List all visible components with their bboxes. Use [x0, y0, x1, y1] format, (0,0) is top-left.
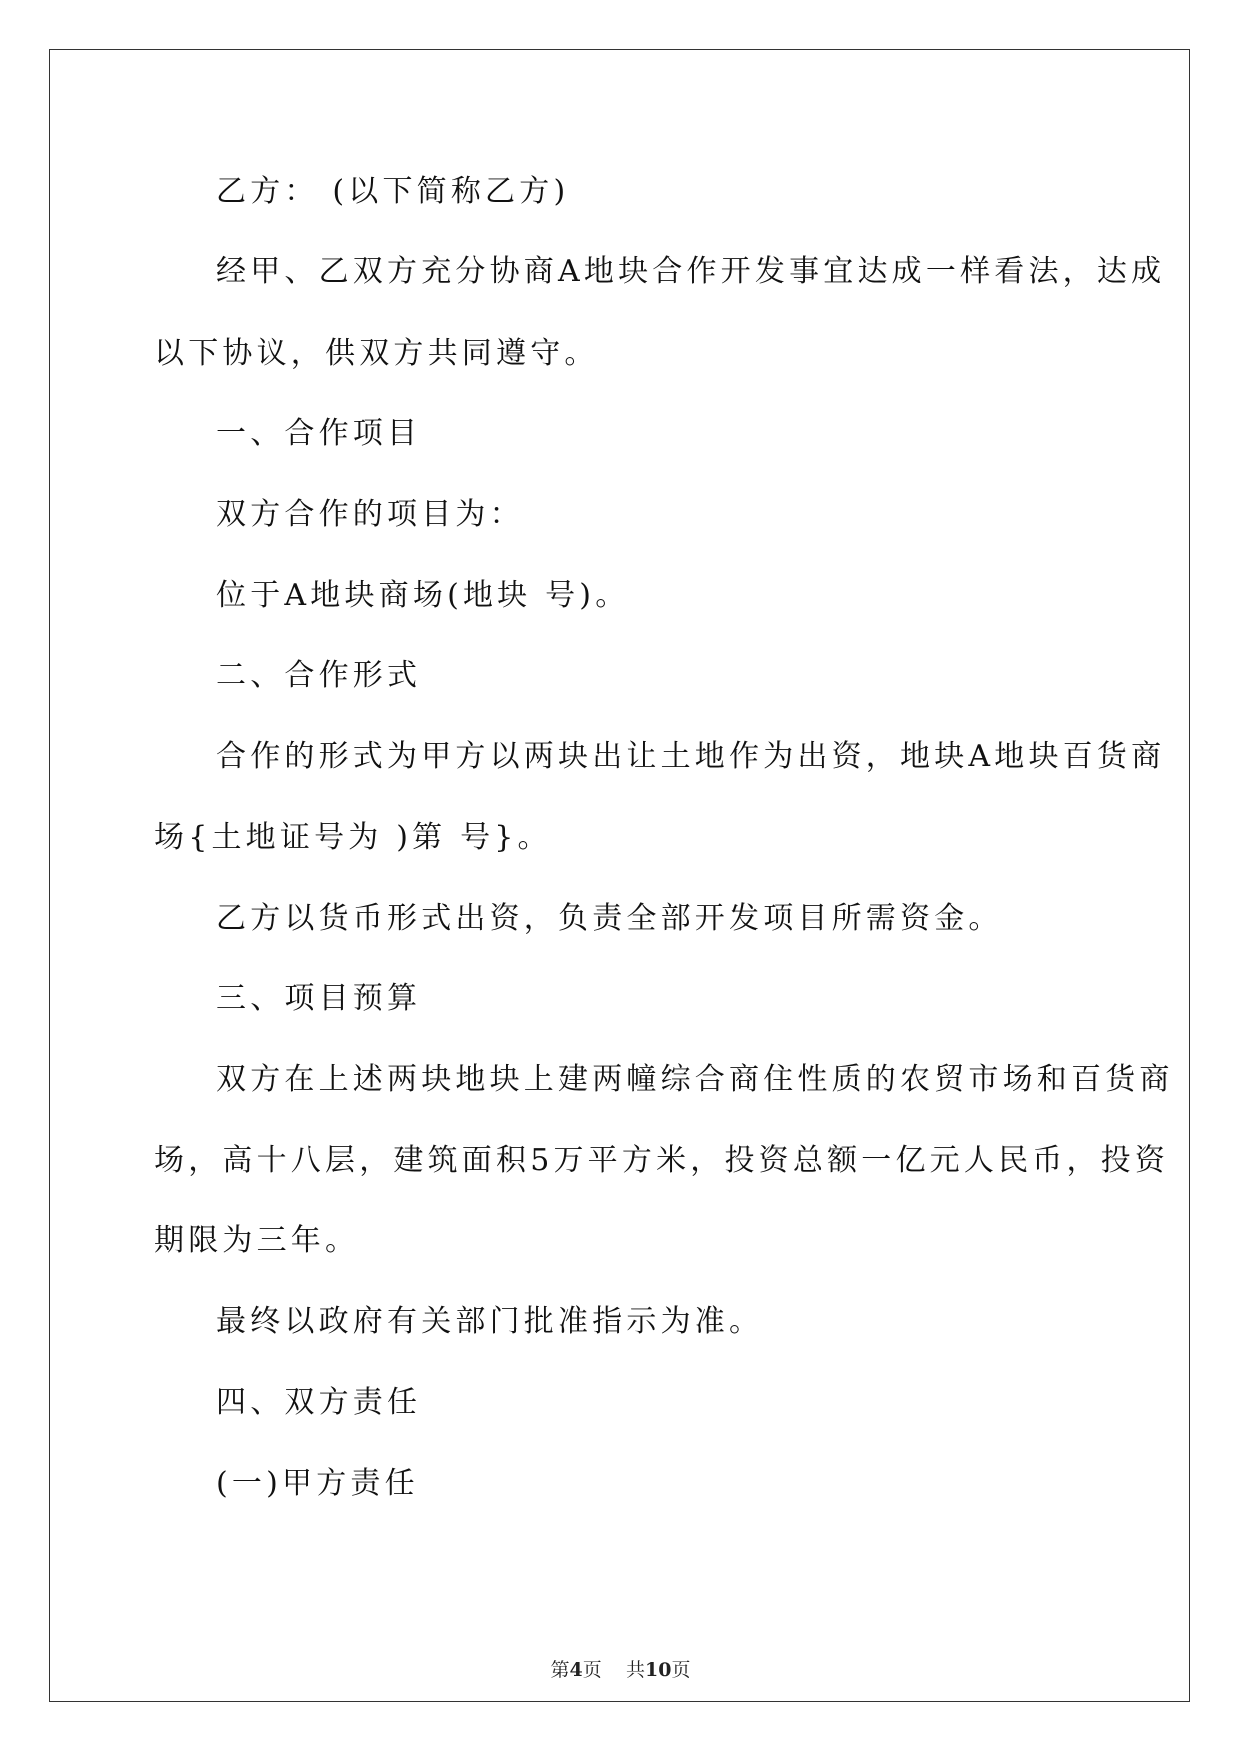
total-pages: 10 — [644, 1659, 672, 1681]
section-heading: 三、项目预算 — [216, 981, 422, 1016]
paragraph-line: 乙方以货币形式出资，负责全部开发项目所需资金。 — [216, 901, 1003, 936]
page-footer — [0, 1658, 1241, 1682]
paragraph-line: 经甲、乙双方充分协商A地块合作开发事宜达成一样看法，达成 — [216, 254, 1166, 289]
paragraph-line: 双方合作的项目为： — [216, 497, 524, 532]
page-suffix: 页 — [582, 1659, 602, 1681]
paragraph-line: 合作的形式为甲方以两块出让土地作为出资，地块A地块百货商 — [216, 739, 1166, 774]
paragraph-line: 期限为三年。 — [154, 1223, 360, 1258]
paragraph-line: 最终以政府有关部门批准指示为准。 — [216, 1304, 764, 1339]
paragraph-line: 以下协议，供双方共同遵守。 — [154, 336, 599, 371]
section-heading: 四、双方责任 — [216, 1385, 422, 1420]
paragraph-line: 双方在上述两块地块上建两幢综合商住性质的农贸市场和百货商 — [216, 1062, 1174, 1097]
subsection-heading: (一)甲方责任 — [216, 1466, 419, 1501]
total-prefix: 共 — [625, 1659, 645, 1681]
paragraph-line: 场{土地证号为 )第 号}。 — [154, 820, 552, 855]
paragraph-line: 场，高十八层，建筑面积5万平方米，投资总额一亿元人民币，投资 — [154, 1143, 1170, 1178]
page-prefix: 第 — [550, 1659, 570, 1681]
party-b-line: 乙方： (以下简称乙方) — [216, 174, 570, 209]
page-number: 4 — [569, 1659, 583, 1681]
page-border — [49, 49, 1190, 1702]
paragraph-line: 位于A地块商场(地块 号)。 — [216, 578, 630, 613]
section-heading: 一、合作项目 — [216, 416, 422, 451]
section-heading: 二、合作形式 — [216, 658, 422, 693]
total-suffix: 页 — [671, 1659, 691, 1681]
